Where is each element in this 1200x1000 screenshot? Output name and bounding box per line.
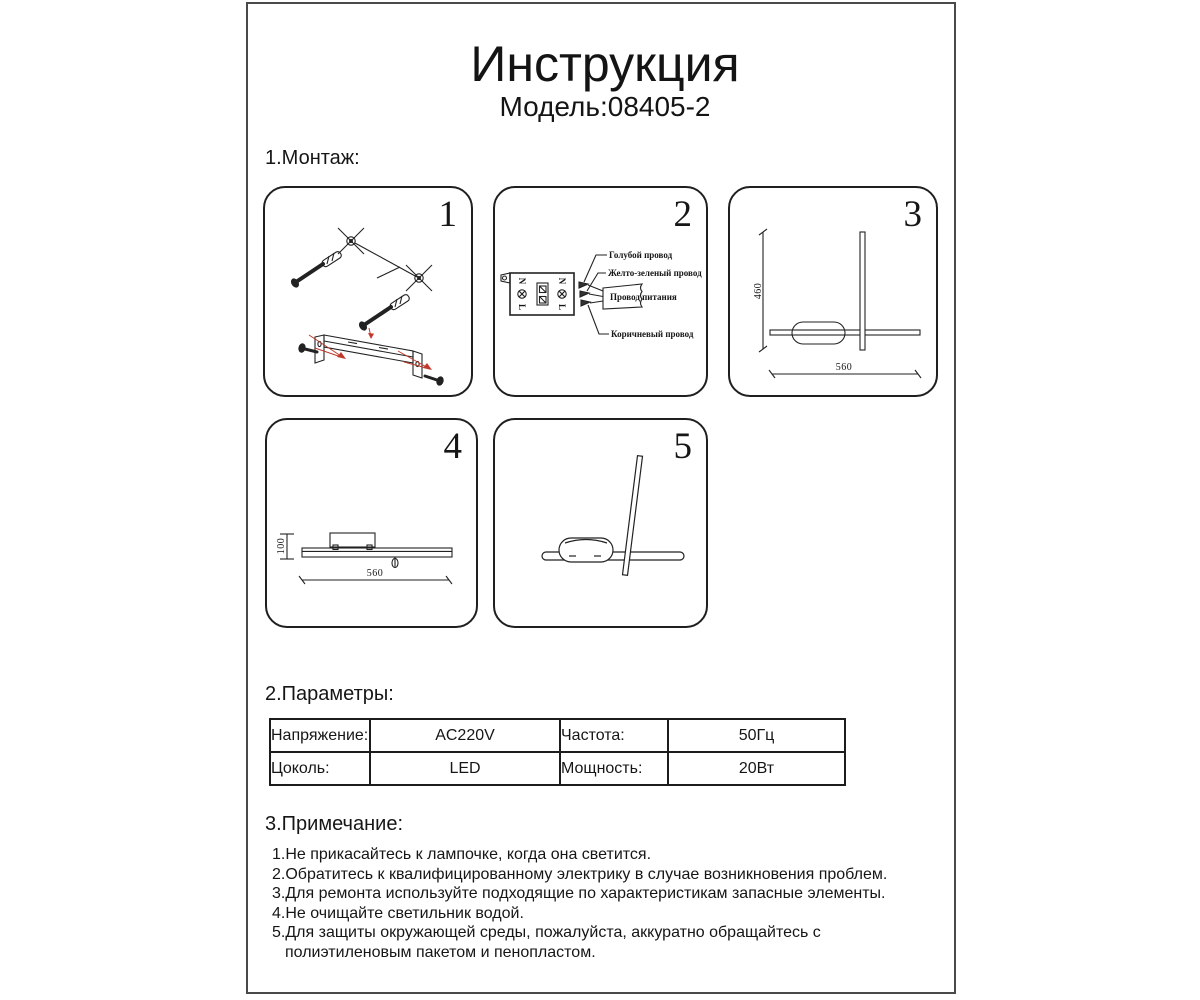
params-table	[269, 718, 846, 786]
montage-step-1	[263, 186, 473, 397]
wall-drill-marks	[338, 228, 432, 291]
wire-label-power: Провод питания	[610, 292, 677, 302]
params-heading: 2.Параметры:	[265, 683, 394, 705]
param-value-voltage: AC220V	[370, 719, 560, 752]
bracket-screw-right	[425, 376, 444, 386]
svg-text:N: N	[557, 277, 567, 285]
wire-label-brown: Коричневый провод	[611, 329, 694, 339]
svg-text:560: 560	[366, 568, 384, 579]
note-item: 2.Обратитесь к квалифицированному электрику в случае возникновения проблем.	[272, 865, 888, 883]
param-label-power: Мощность:	[560, 752, 668, 785]
param-value-socket: LED	[370, 752, 560, 785]
param-label-socket: Цоколь:	[270, 752, 370, 785]
note-item: 1.Не прикасайтесь к лампочке, когда она светится.	[272, 846, 652, 863]
notes-heading: 3.Примечание:	[265, 813, 403, 835]
table-row	[270, 719, 845, 752]
param-value-power: 20Вт	[668, 752, 845, 785]
dim-width	[299, 568, 452, 584]
terminal-block	[501, 273, 574, 315]
note-item: 3.Для ремонта используйте подходящие по характеристикам запасные элементы.	[272, 885, 886, 903]
svg-text:100: 100	[276, 537, 287, 555]
wires	[579, 282, 603, 306]
montage-heading: 1.Монтаж:	[265, 147, 360, 169]
param-label-voltage: Напряжение:	[270, 719, 370, 752]
page-title: Инструкция	[470, 36, 740, 92]
svg-text:560: 560	[835, 362, 853, 373]
param-label-frequency: Частота:	[560, 719, 668, 752]
dim-width	[769, 362, 921, 378]
dim-height	[276, 534, 294, 559]
note-item: 4.Не очищайте светильник водой.	[272, 904, 524, 922]
panel-number-3: 3	[903, 194, 922, 235]
wire-label-blue: Голубой провод	[609, 250, 673, 260]
lamp-front-view	[770, 232, 920, 350]
note-item: 5.Для защиты окружающей среды, пожалуйста, аккуратно обращайтесь с полиэтиленовым пакетом и пенопластом.	[272, 924, 821, 961]
notes-list	[272, 845, 937, 963]
svg-text:460: 460	[753, 282, 764, 300]
screw-anchor-2	[358, 293, 410, 331]
table-row	[270, 752, 845, 785]
montage-step-4	[265, 418, 478, 628]
dim-height	[753, 229, 767, 352]
screw-anchor-1	[290, 250, 342, 288]
svg-text:N: N	[517, 277, 527, 285]
svg-text:L: L	[517, 303, 527, 311]
leader-lines	[584, 255, 609, 334]
lamp-assembled	[542, 456, 684, 576]
wire-label-yellow-green: Желто-зеленый провод	[608, 268, 702, 278]
panel-number-4: 4	[443, 426, 462, 467]
param-value-frequency: 50Гц	[668, 719, 845, 752]
montage-step-5	[493, 418, 708, 628]
panel-number-1: 1	[438, 194, 457, 235]
montage-step-2	[493, 186, 708, 397]
mounting-bracket	[315, 335, 422, 378]
panel-number-2: 2	[673, 194, 692, 235]
lamp-side-view	[302, 533, 452, 568]
montage-step-3	[728, 186, 938, 397]
model-number: Модель:08405-2	[499, 91, 711, 122]
panel-number-5: 5	[673, 426, 692, 467]
svg-text:L: L	[557, 303, 567, 311]
bracket-screw-left	[298, 343, 317, 353]
